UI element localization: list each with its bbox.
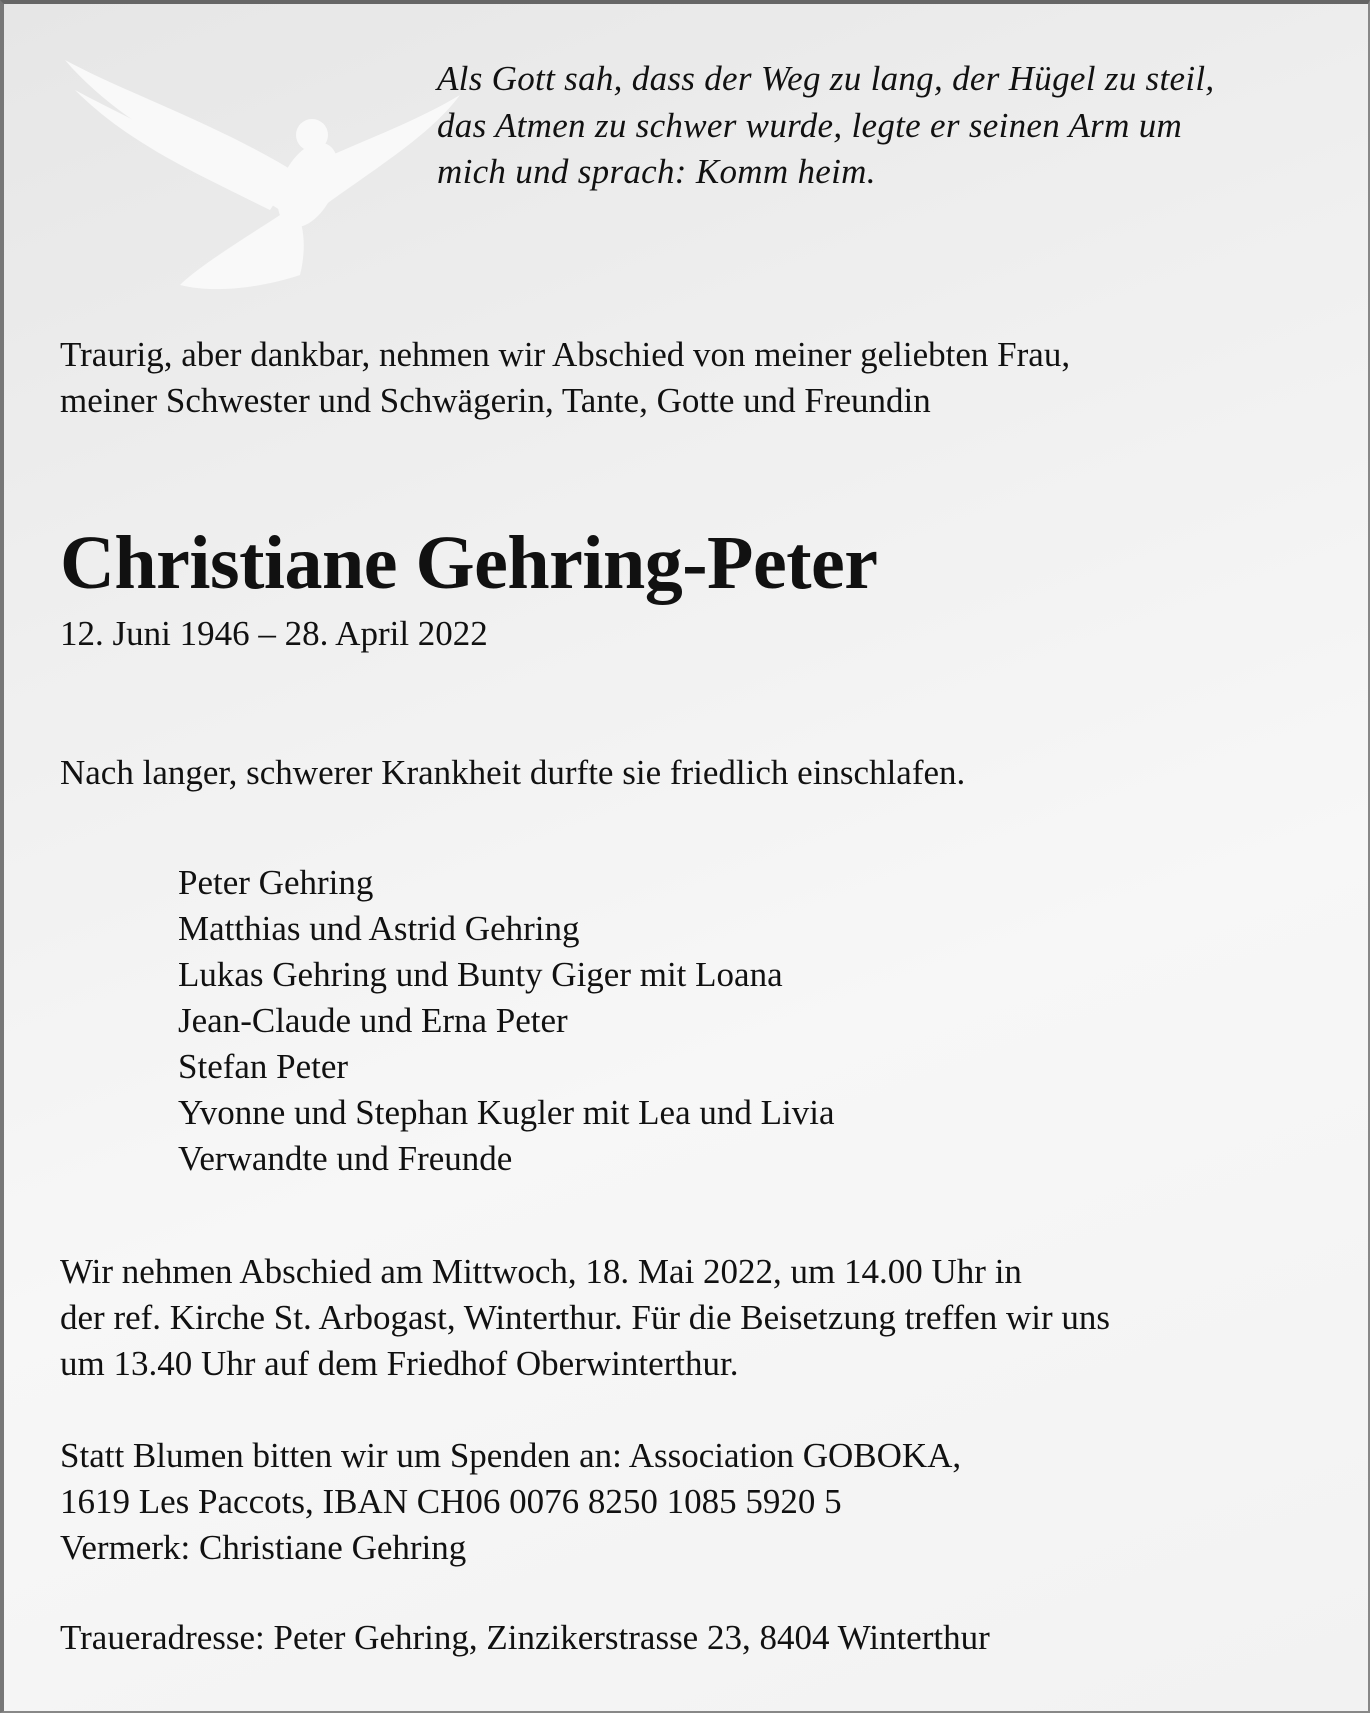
mourner: Lukas Gehring und Bunty Giger mit Loana	[178, 955, 783, 994]
donation-line: Vermerk: Christiane Gehring	[60, 1528, 467, 1567]
donation-info	[60, 1433, 961, 1571]
dove-icon	[50, 35, 470, 305]
intro-line: meiner Schwester und Schwägerin, Tante, Gotte und Freundin	[60, 381, 931, 420]
mourner: Yvonne und Stephan Kugler mit Lea und Livia	[178, 1093, 835, 1132]
donation-line: 1619 Les Paccots, IBAN CH06 0076 8250 1085 5920 5	[60, 1482, 842, 1521]
mourner: Jean-Claude und Erna Peter	[178, 1001, 568, 1040]
deceased-name: Christiane Gehring-Peter	[60, 521, 878, 605]
quote-line: Als Gott sah, dass der Weg zu lang, der Hügel zu steil,	[437, 59, 1215, 98]
donation-line: Statt Blumen bitten wir um Spenden an: Association GOBOKA,	[60, 1436, 962, 1475]
ceremony-line: um 13.40 Uhr auf dem Friedhof Oberwinterthur.	[60, 1344, 739, 1383]
mourner: Matthias und Astrid Gehring	[178, 909, 580, 948]
quote-line: mich und sprach: Komm heim.	[437, 152, 876, 191]
mourner: Stefan Peter	[178, 1047, 349, 1086]
mourner: Verwandte und Freunde	[178, 1139, 513, 1178]
passing-text: Nach langer, schwerer Krankheit durfte sie friedlich einschlafen.	[60, 753, 966, 792]
quote-line: das Atmen zu schwer wurde, legte er seinen Arm um	[437, 105, 1183, 145]
intro	[60, 332, 1070, 424]
ceremony-line: Wir nehmen Abschied am Mittwoch, 18. Mai 2022, um 14.00 Uhr in	[60, 1252, 1022, 1291]
mourner: Peter Gehring	[178, 863, 374, 902]
intro-line: Traurig, aber dankbar, nehmen wir Abschied von meiner geliebten Frau,	[60, 335, 1071, 374]
mourners-list	[178, 860, 835, 1182]
ceremony-info	[60, 1249, 1110, 1387]
mourning-address: Traueradresse: Peter Gehring, Zinzikerstrasse 23, 8404 Winterthur	[60, 1618, 990, 1657]
quote	[437, 56, 1214, 196]
life-dates: 12. Juni 1946 – 28. April 2022	[60, 614, 488, 653]
ceremony-line: der ref. Kirche St. Arbogast, Winterthur. Für die Beisetzung treffen wir uns	[60, 1298, 1110, 1337]
